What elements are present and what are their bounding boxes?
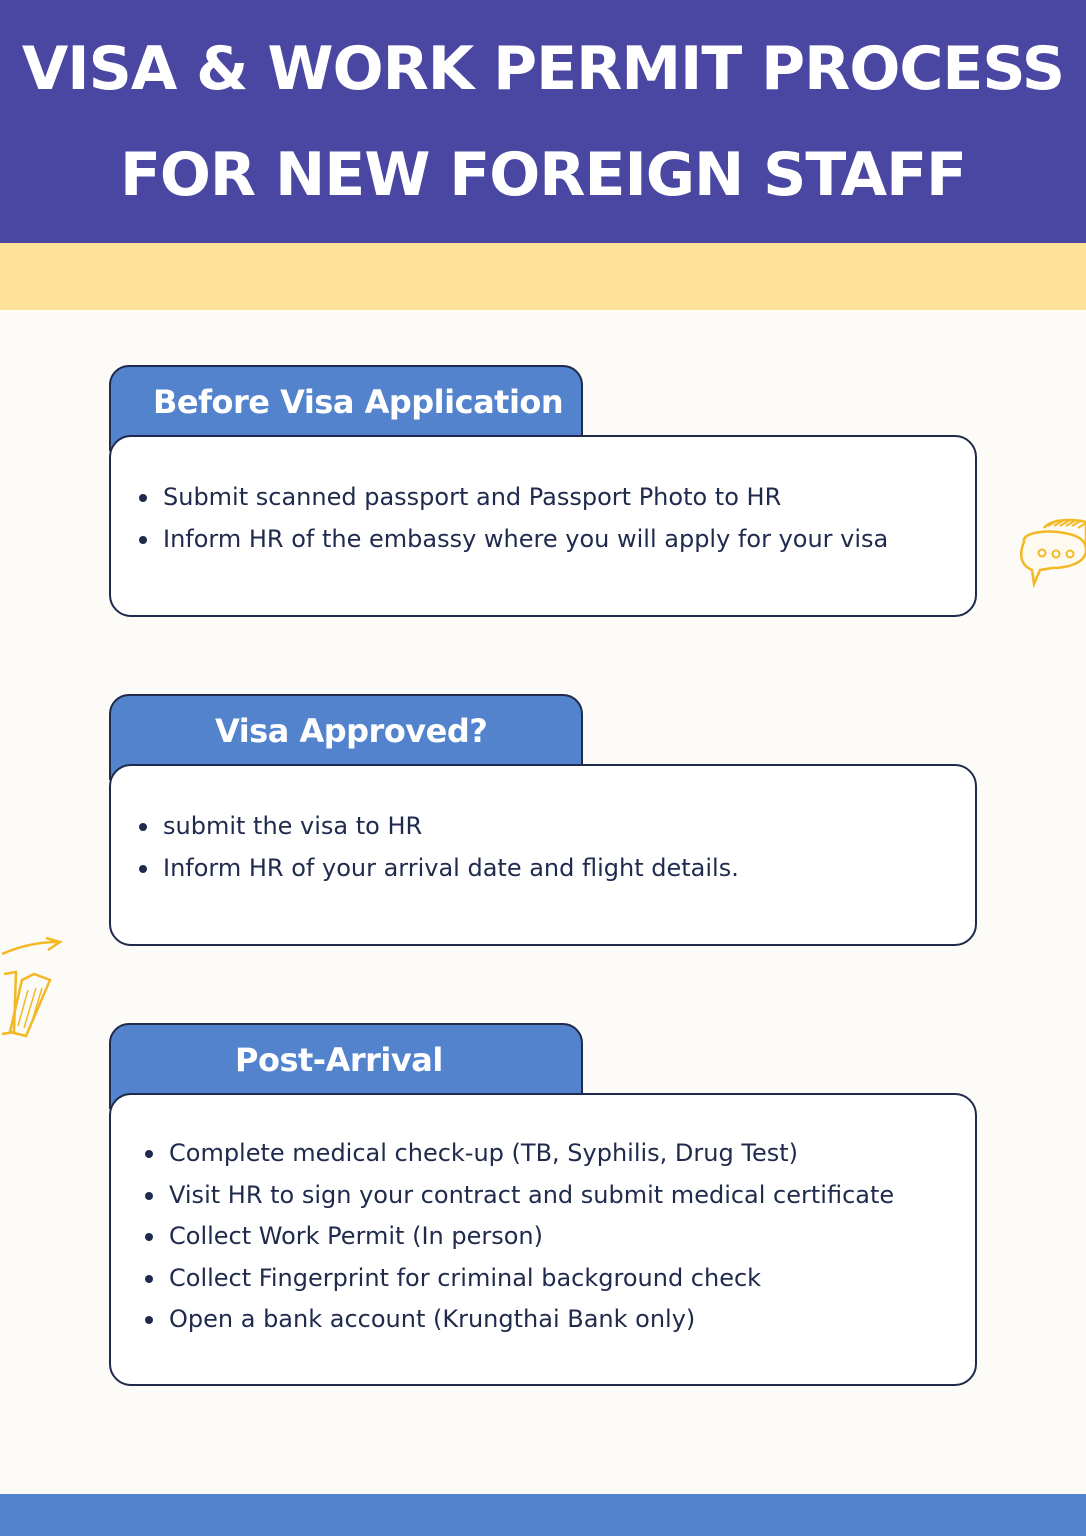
footer-band: [0, 1494, 1086, 1536]
step-list: [135, 477, 888, 560]
list-item: Collect Fingerprint for criminal background check: [141, 1258, 894, 1300]
section-title: Visa Approved?: [215, 712, 488, 750]
section-card: [109, 764, 977, 946]
page-title-line-2: FOR NEW FOREIGN STAFF: [119, 140, 967, 210]
list-item: Visit HR to sign your contract and submit medical certificate: [141, 1175, 894, 1217]
list-item: Inform HR of the embassy where you will apply for your visa: [135, 519, 888, 561]
page-header: [0, 0, 1086, 243]
speech-bubble-icon: [1014, 512, 1086, 592]
section-title: Post-Arrival: [235, 1041, 443, 1079]
list-item: Inform HR of your arrival date and flight details.: [135, 848, 739, 890]
list-item: Complete medical check-up (TB, Syphilis, Drug Test): [141, 1133, 894, 1175]
section-card: [109, 1093, 977, 1386]
growth-arrow-icon: [0, 936, 66, 1040]
accent-band: [0, 243, 1086, 310]
section-before-visa-application: [109, 365, 977, 617]
list-item: Collect Work Permit (In person): [141, 1216, 894, 1258]
section-visa-approved: [109, 694, 977, 946]
step-list: [141, 1133, 894, 1341]
list-item: submit the visa to HR: [135, 806, 739, 848]
page-title-line-1: VISA & WORK PERMIT PROCESS: [21, 34, 1065, 104]
section-card: [109, 435, 977, 617]
list-item: Submit scanned passport and Passport Photo to HR: [135, 477, 888, 519]
step-list: [135, 806, 739, 889]
list-item: Open a bank account (Krungthai Bank only): [141, 1299, 894, 1341]
section-title: Before Visa Application: [153, 383, 564, 421]
section-post-arrival: [109, 1023, 977, 1386]
